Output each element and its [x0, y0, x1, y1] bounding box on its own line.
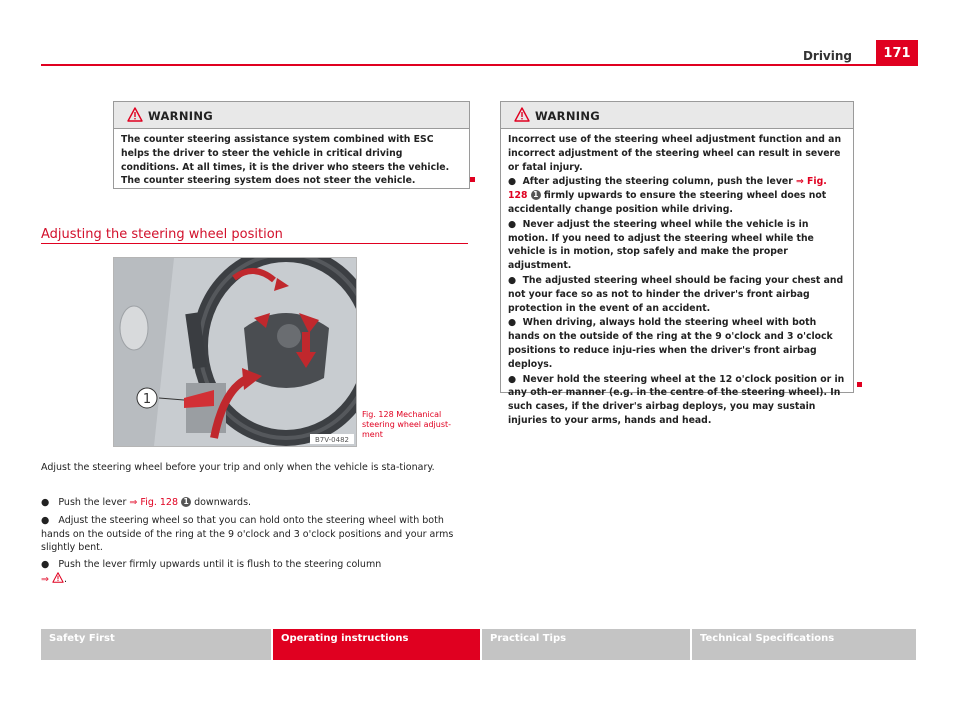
instruction-bullet-2: ● Adjust the steering wheel so that you can hold onto the steering wheel with both hands on the outside of the ring at the 9 o'clock and 3 o'clock positions and your arms slightly bent. [41, 515, 454, 554]
steering-wheel-figure [113, 257, 357, 447]
warning-bullet-3: ● The adjusted steering wheel should be facing your chest and not your face so as not to hinder the driver's front airbag protection in the event of an accident. [508, 274, 844, 314]
warning-text: The counter steering assistance system combined with ESC helps the driver to steer the vehicle in critical driving conditions. At all times, it is the driver who steers the vehicle. The counter steering system does not steer the vehicle. [121, 134, 450, 187]
tab-safety-first[interactable]: Safety First [41, 629, 271, 660]
warning-triangle-icon [52, 572, 64, 583]
footer-nav [41, 629, 918, 660]
header-rule [41, 64, 918, 66]
figure-caption: Fig. 128 Mechanical steering wheel adjust-ment [362, 410, 452, 439]
warning-body [114, 129, 469, 193]
end-of-section-mark [470, 177, 475, 182]
section-heading: Adjusting the steering wheel position [41, 227, 283, 242]
page-number: 171 [876, 40, 918, 65]
heading-rule [41, 243, 468, 244]
instruction-bullet-3: ● Push the lever firmly upwards until it is flush to the steering column ⇒ . [41, 559, 382, 585]
section-title: Driving [802, 49, 852, 63]
warning-box-right [500, 101, 854, 426]
warning-ref-link[interactable]: ⇒ [41, 573, 49, 585]
warning-triangle-icon [514, 107, 530, 122]
figure-callout-1: 1 [142, 392, 152, 407]
steering-wheel-illustration [114, 258, 356, 446]
warning-bullet-5: ● Never hold the steering wheel at the 12 o'clock position or in any oth-er manner (e.g. in the centre of the steering wheel). In such cases, if the driver's airbag deploys, you may sustain injuries to your arms, hands and head. [508, 373, 845, 426]
warning-bullet-1: ● After adjusting the steering column, push the lever ⇒ Fig. 128 1 firmly upwards to ensure the steering wheel does not accidentally change position while driving. [508, 176, 827, 215]
warning-bullet-4: ● When driving, always hold the steering wheel with both hands on the outside of the ring at the 9 o'clock and 3 o'clock positions to reduce inju-ries when the driver's front airbag deploys. [508, 317, 833, 370]
figure-link[interactable]: ⇒ Fig. 128 [508, 176, 827, 202]
warning-body [501, 129, 853, 433]
warning-header [501, 102, 853, 129]
callout-badge: 1 [531, 190, 541, 200]
page-header [41, 40, 918, 68]
tab-practical-tips[interactable]: Practical Tips [482, 629, 690, 660]
warning-box-left [113, 101, 470, 189]
end-of-section-mark [857, 382, 862, 387]
warning-bullet-2: ● Never adjust the steering wheel while the vehicle is in motion. If you need to adjust the steering wheel while the vehicle is in motion, stop safely and make the proper adjustment. [508, 218, 814, 272]
tab-technical-specifications[interactable]: Technical Specifications [692, 629, 916, 660]
warning-title: WARNING [535, 109, 600, 123]
warning-title: WARNING [148, 109, 213, 123]
warning-header [114, 102, 469, 129]
intro-paragraph: Adjust the steering wheel before your trip and only when the vehicle is sta-tionary. [41, 462, 435, 473]
callout-badge: 1 [181, 497, 191, 507]
tab-operating-instructions[interactable]: Operating instructions [273, 629, 480, 660]
warning-triangle-icon [127, 107, 143, 122]
figure-link[interactable]: ⇒ Fig. 128 [129, 497, 179, 508]
warning-intro: Incorrect use of the steering wheel adjustment function and an incorrect adjustment of the steering wheel can result in severe or fatal injury. [508, 134, 842, 173]
instruction-bullet-1: ● Push the lever ⇒ Fig. 128 1 downwards. [41, 497, 252, 508]
figure-code: B7V-0482 [315, 436, 349, 444]
